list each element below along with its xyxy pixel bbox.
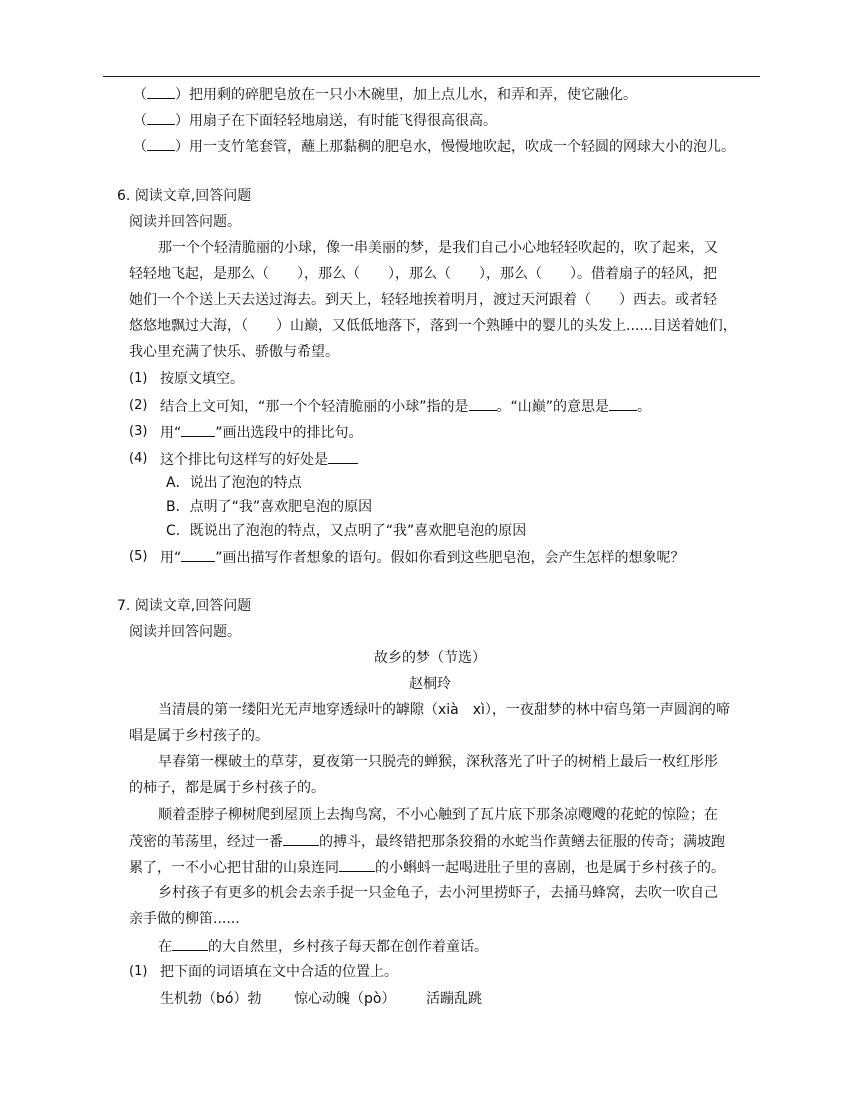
option-c[interactable]: C．既说出了泡泡的特点，又点明了“我”喜欢肥皂泡的原因 [166, 523, 527, 539]
order-item-1: （ ）把用剩的碎肥皂放在一只小木碗里，加上点儿水，和弄和弄，使它融化。 [133, 84, 637, 105]
passage-line: 那一个个轻清脆丽的小球，像一串美丽的梦，是我们自己小心地轻轻吹起的，吹了起来，又 [158, 240, 718, 256]
answer-blank[interactable] [469, 396, 497, 411]
article-line: 顺着歪脖子柳树爬到屋顶上去掏鸟窝，不小心触到了瓦片底下那条凉飕飕的花蛇的惊险；在 [158, 807, 718, 823]
sub-question-1: 按原文填空。 [160, 371, 244, 387]
word-choice: 惊心动魄（pò） [294, 991, 396, 1007]
sub-question-number: (2) [129, 398, 148, 413]
question-7-intro: 阅读并回答问题。 [129, 624, 241, 640]
answer-blank[interactable] [328, 449, 358, 464]
passage-line: 悠悠地飘过大海，（ ）山巅，又低低地落下，落到一个熟睡中的婴儿的头发上......目送着她们， [129, 318, 737, 334]
answer-blank[interactable] [339, 857, 375, 872]
option-b[interactable]: B．点明了“我”喜欢肥皂泡的原因 [166, 499, 373, 515]
sub-question-number: (3) [129, 424, 148, 439]
article-line: 累了，一不小心把甘甜的山泉连同 的小蝌蚪一起喝进肚子里的喜剧，也是属于乡村孩子的。 [129, 857, 725, 878]
word-choice: 生机勃（bó）勃 [160, 991, 262, 1007]
order-item-3: （ ）用一支竹笔套管，蘸上那黏稠的肥皂水，慢慢地吹起，吹成一个轻圆的网球大小的泡儿。 [133, 136, 735, 157]
answer-blank[interactable] [147, 110, 175, 125]
sub-question-2: 结合上文可知，“那一个个轻清脆丽的小球”指的是 。“山巅”的意思是 。 [160, 396, 651, 417]
article-author: 赵桐玲 [409, 676, 451, 692]
article-line: 的柿子，都是属于乡村孩子的。 [129, 780, 325, 796]
question-6-header: 6. 阅读文章,回答问题 [117, 188, 252, 204]
sub-question-3: 用“ ”画出选段中的排比句。 [160, 422, 363, 443]
article-line: 唱是属于乡村孩子的。 [129, 728, 269, 744]
article-line: 在 的大自然里，乡村孩子每天都在创作着童话。 [158, 936, 488, 957]
article-line: 早春第一棵破土的草芽，夏夜第一只脱壳的蝉猴，深秋落光了叶子的树梢上最后一枚红彤彤 [158, 754, 718, 770]
answer-blank[interactable] [283, 831, 319, 846]
passage-line: 她们一个个送上天去送过海去。到天上，轻轻地挨着明月，渡过天河跟着（ ）西去。或者轻 [129, 292, 717, 308]
article-line: 亲手做的柳笛...... [129, 911, 240, 927]
top-divider [103, 76, 760, 77]
sub-question-4: 这个排比句这样写的好处是 [160, 449, 358, 470]
sub-question-1: 把下面的词语填在文中合适的位置上。 [160, 964, 398, 980]
sub-question-number: (1) [129, 964, 148, 979]
article-line: 茂密的苇荡里，经过一番 的搏斗，最终错把那条狡猾的水蛇当作黄鳝去征服的传奇；满坡跑 [129, 831, 725, 852]
question-7-header: 7. 阅读文章,回答问题 [117, 598, 252, 614]
sub-question-number: (5) [129, 549, 148, 564]
line-sample [181, 547, 215, 562]
passage-line: 轻轻地飞起，是那么（ ），那么（ ），那么（ ），那么（ ）。借着扇子的轻风，把 [129, 266, 717, 282]
answer-blank[interactable] [147, 84, 175, 99]
word-choice: 活蹦乱跳 [426, 991, 482, 1007]
question-6-intro: 阅读并回答问题。 [129, 214, 241, 230]
option-a[interactable]: A．说出了泡泡的特点 [166, 475, 302, 491]
passage-line: 我心里充满了快乐、骄傲与希望。 [129, 344, 339, 360]
article-title: 故乡的梦（节选） [374, 650, 486, 666]
answer-blank[interactable] [609, 396, 637, 411]
article-line: 乡村孩子有更多的机会去亲手捉一只金龟子，去小河里捞虾子，去捅马蜂窝，去吹一吹自己 [158, 885, 718, 901]
answer-blank[interactable] [172, 936, 208, 951]
line-sample [181, 422, 215, 437]
article-line: 当清晨的第一缕阳光无声地穿透绿叶的罅隙（xià xì），一夜甜梦的林中宿鸟第一声圆润的啼 [158, 702, 730, 718]
sub-question-number: (1) [129, 371, 148, 386]
sub-question-5: 用“ ”画出描写作者想象的语句。假如你看到这些肥皂泡，会产生怎样的想象呢？ [160, 547, 685, 568]
answer-blank[interactable] [147, 136, 175, 151]
sub-question-number: (4) [129, 451, 148, 466]
order-item-2: （ ）用扇子在下面轻轻地扇送，有时能飞得很高很高。 [133, 110, 497, 131]
